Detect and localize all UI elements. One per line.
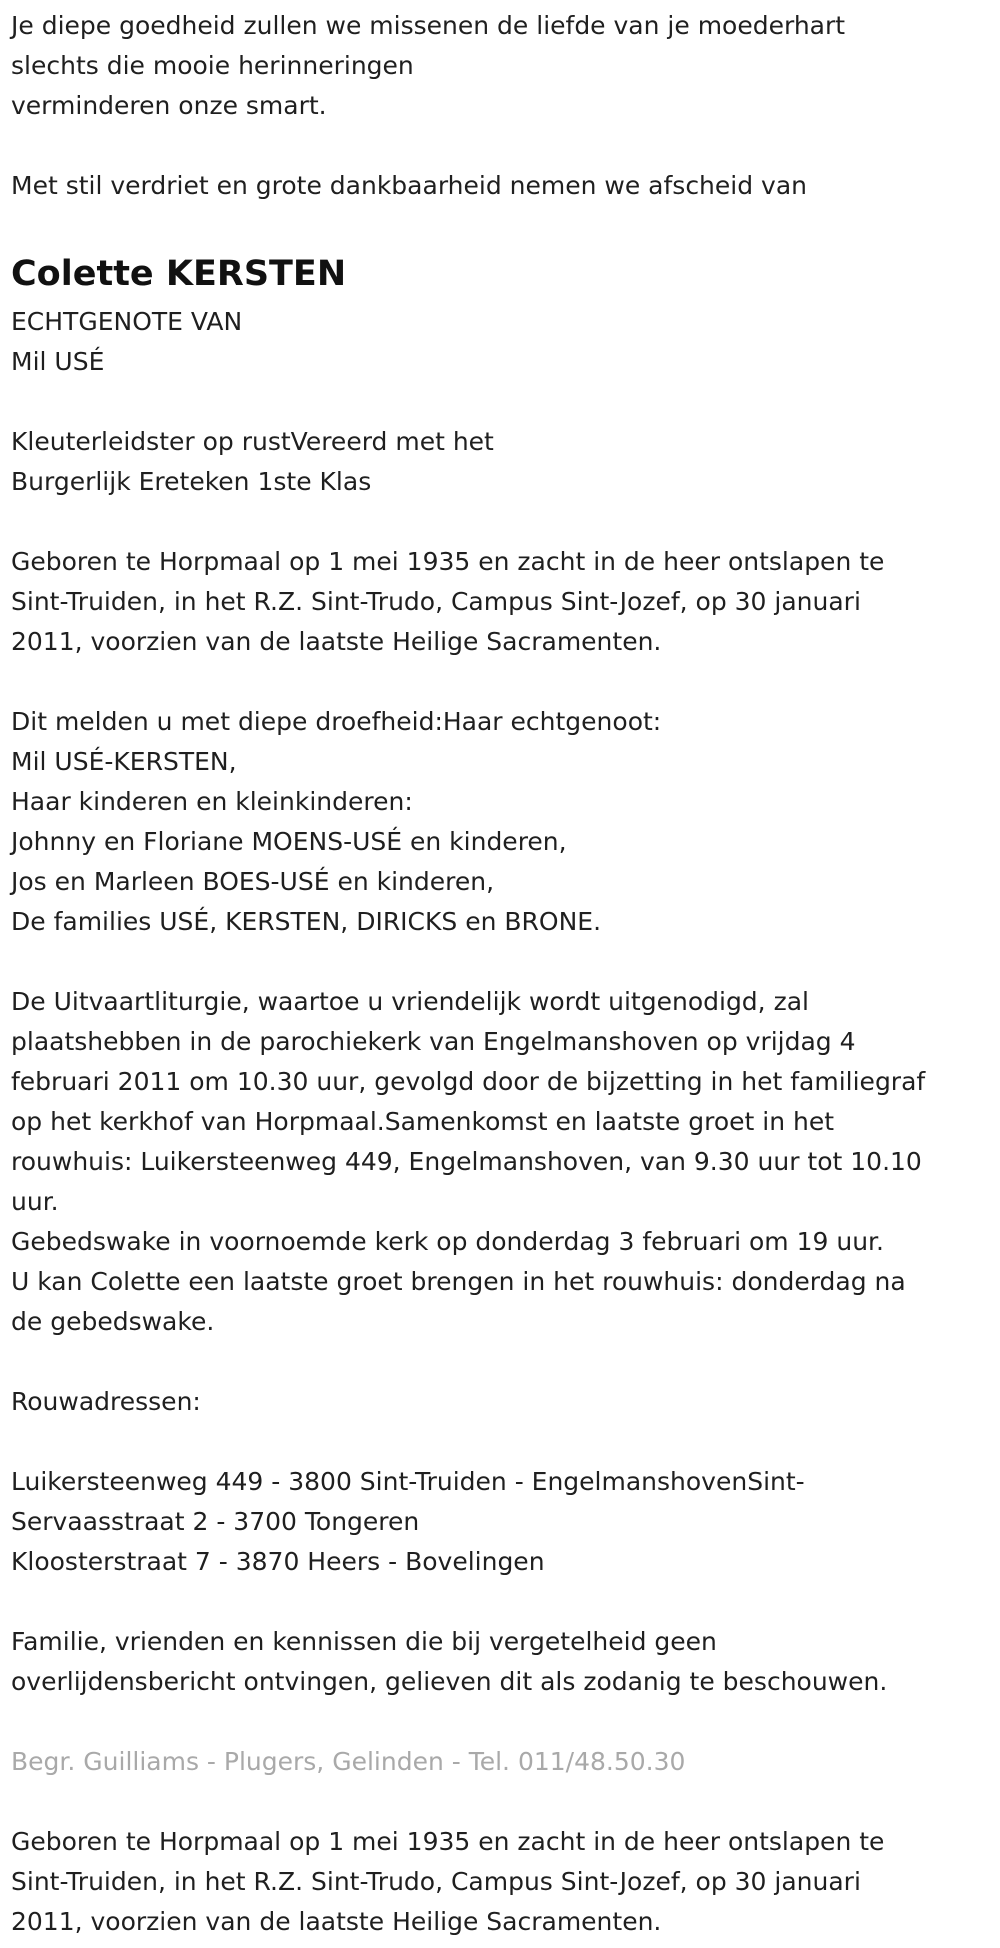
spacer	[11, 502, 986, 542]
notice-line: Familie, vrienden en kennissen die bij vergetelheid geen	[11, 1627, 717, 1656]
notice-line: overlijdensbericht ontvingen, gelieven dit als zodanig te beschouwen.	[11, 1667, 888, 1696]
family-line: Johnny en Floriane MOENS-USÉ en kinderen,	[11, 827, 567, 856]
undertaker-info: Begr. Guilliams - Plugers, Gelinden - Tel. 011/48.50.30	[11, 1747, 686, 1776]
notice	[11, 1622, 986, 1702]
poem	[11, 6, 986, 126]
spacer	[11, 206, 986, 246]
birth-death-line: Sint-Truiden, in het R.Z. Sint-Trudo, Campus Sint-Jozef, op 30 januari	[11, 1867, 861, 1896]
deceased-name: Colette KERSTEN	[11, 254, 347, 294]
funeral-line: plaatshebben in de parochiekerk van Engelmanshoven op vrijdag 4	[11, 1027, 856, 1056]
funeral-line: rouwhuis: Luikersteenweg 449, Engelmanshoven, van 9.30 uur tot 10.10	[11, 1147, 922, 1176]
occupation-line: Burgerlijk Ereteken 1ste Klas	[11, 467, 372, 496]
family-line: Jos en Marleen BOES-USÉ en kinderen,	[11, 867, 495, 896]
spacer	[11, 1782, 986, 1822]
funeral-line: op het kerkhof van Horpmaal.Samenkomst en laatste groet in het	[11, 1107, 835, 1136]
address-line: Luikersteenweg 449 - 3800 Sint-Truiden - EngelmanshovenSint-	[11, 1467, 805, 1496]
birth-death-line: 2011, voorzien van de laatste Heilige Sacramenten.	[11, 1907, 662, 1936]
family-line: De families USÉ, KERSTEN, DIRICKS en BRONE.	[11, 907, 602, 936]
spouse-name: Mil USÉ	[11, 347, 105, 376]
family-line: Dit melden u met diepe droefheid:Haar echtgenoot:	[11, 707, 662, 736]
occupation-line: Kleuterleidster op rustVereerd met het	[11, 427, 494, 456]
spacer	[11, 942, 986, 982]
birth-death-repeat	[11, 1822, 986, 1942]
funeral-line: De Uitvaartliturgie, waartoe u vriendelijk wordt uitgenodigd, zal	[11, 987, 809, 1016]
mourning-addresses	[11, 1462, 986, 1582]
intro-text: Met stil verdriet en grote dankbaarheid nemen we afscheid van	[11, 171, 808, 200]
occupation	[11, 422, 986, 502]
obituary-document	[11, 6, 986, 1942]
funeral-line: U kan Colette een laatste groet brengen in het rouwhuis: donderdag na	[11, 1267, 906, 1296]
birth-death-details	[11, 542, 986, 662]
addresses-heading: Rouwadressen:	[11, 1387, 201, 1416]
poem-line: Je diepe goedheid zullen we missenen de liefde van je moederhart	[11, 11, 846, 40]
funeral-line: de gebedswake.	[11, 1307, 215, 1336]
family-line: Mil USÉ-KERSTEN,	[11, 747, 237, 776]
birth-death-line: 2011, voorzien van de laatste Heilige Sacramenten.	[11, 627, 662, 656]
poem-line: verminderen onze smart.	[11, 91, 327, 120]
spacer	[11, 126, 986, 166]
funeral-line: Gebedswake in voornoemde kerk op donderdag 3 februari om 19 uur.	[11, 1227, 884, 1256]
relation-text: ECHTGENOTE VAN	[11, 307, 243, 336]
spacer	[11, 662, 986, 702]
family-line: Haar kinderen en kleinkinderen:	[11, 787, 413, 816]
family-announcement	[11, 702, 986, 942]
funeral-line: februari 2011 om 10.30 uur, gevolgd door de bijzetting in het familiegraf	[11, 1067, 926, 1096]
funeral-line: uur.	[11, 1187, 59, 1216]
spacer	[11, 1422, 986, 1462]
spacer	[11, 1582, 986, 1622]
poem-line: slechts die mooie herinneringen	[11, 51, 414, 80]
birth-death-line: Geboren te Horpmaal op 1 mei 1935 en zacht in de heer ontslapen te	[11, 547, 885, 576]
birth-death-line: Sint-Truiden, in het R.Z. Sint-Trudo, Campus Sint-Jozef, op 30 januari	[11, 587, 861, 616]
funeral-details	[11, 982, 986, 1342]
address-line: Kloosterstraat 7 - 3870 Heers - Bovelingen	[11, 1547, 545, 1576]
birth-death-line: Geboren te Horpmaal op 1 mei 1935 en zacht in de heer ontslapen te	[11, 1827, 885, 1856]
spacer	[11, 1702, 986, 1742]
spacer	[11, 382, 986, 422]
spacer	[11, 1342, 986, 1382]
address-line: Servaasstraat 2 - 3700 Tongeren	[11, 1507, 420, 1536]
